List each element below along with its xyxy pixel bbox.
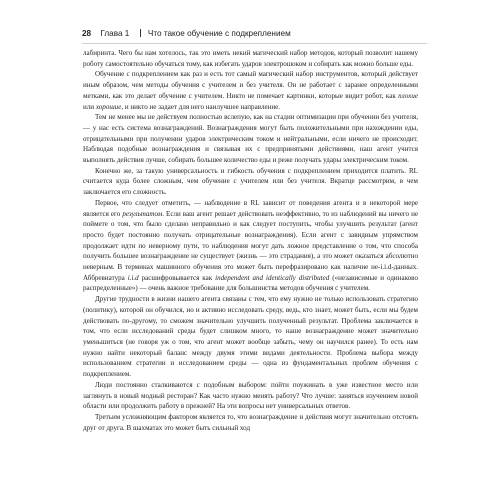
chapter-label: Глава 1 bbox=[100, 29, 130, 38]
paragraph: Другие трудности в жизни нашего агента связаны с тем, что ему нужно не только использовать стратегию (политику), которой он обучился, но и активно исследовать среду, ведь, кто знает, может быть, если мы будем действовать по-другому, то сможем значительно улучшить полученный результат. Проблема заключается в том, что если исследований среды будет слишком много, то наше вознаграждение может значительно уменьшиться (не говоря уж о том, что агент может вообще забыть, чему он научился ранее). То есть нам нужно найти некоторый баланс между двумя этими видами деятельности. Проблема выбора между использованием стратегии и исследованием среды — одна из фундаментальных проблем обучения с подкреплением. bbox=[83, 295, 418, 379]
paragraph: Обучение с подкреплением как раз и есть тот самый магический набор инструментов, который действует иным образом, чем методы обучения с учителем и без учителя. Он не работает с заранее определенными метками, как это делает обучение с учителем. Никто не помечает картинки, которые видит робот, как плохие или хорошие, и никто не задает для него наилучшее направление. bbox=[83, 70, 418, 111]
header-separator bbox=[140, 29, 141, 37]
chapter-title: Что такое обучение с подкреплением bbox=[147, 29, 291, 38]
page-number: 28 bbox=[82, 29, 92, 38]
paragraph: Тем не менее мы не действуем полностью вслепую, как на стадии оптимизации при обучении без учителя, — у нас есть система вознаграждений. Вознаграждения могут быть положительными при нахождении еды, отрицательными при получении ударов электрическим током и нейтральными, если ничего не происходит. Наблюдая подобные вознаграждения и связывая их с предпринятыми действиями, наш агент учится выполнять действия лучше, собирать большее количество еды и реже получать удары электрическим током. bbox=[83, 113, 418, 165]
paragraph: лабиринта. Чего бы нам хотелось, так это иметь некий магический набор методов, который позволит нашему роботу самостоятельно обучаться тому, как избегать ударов электрошоком и собирать как можно больше еды. bbox=[83, 49, 418, 68]
running-header bbox=[82, 27, 427, 44]
paragraph: Третьим усложняющим фактором является то, что вознаграждение и действия могут значительно отстоять друг от друга. В шахматах это может быть сильный ход bbox=[83, 412, 418, 432]
body-text bbox=[83, 48, 418, 433]
paragraph: Конечно же, за такую универсальность и гибкость обучения с подкреплением приходится платить. RL считается куда более сложным, чем обучение с учителем или без учителя. Вкратце рассмотрим, в чем заключается его сложность. bbox=[83, 166, 418, 197]
paragraph: Первое, что следует отметить, — наблюдение в RL зависит от поведения агента и в некоторой мере является его результатом. Если ваш агент решает действовать неэффективно, то из наблюдений вы ничего не поймете о том, что было сделано неправильно и как следует поступить, чтобы улучшить результат (агент просто будет постоянно получать отрицательные вознаграждения). Если агент с завидным упрямством продолжает идти по неверному пути, то наблюдения могут дать ложное представление о том, что способа получить большее вознаграждение не существует (жизнь — это страдания), а это может оказаться абсолютно неверным. В терминах машинного обучения это может быть перефразировано как наличие не-i.i.d-данных. Аббревиатура i.i.d расшифровывается как independent and identically distributed («независимые и одинаково распределенные») — очень важное требование для большинства методов обучения с учителем. bbox=[83, 198, 418, 293]
paragraph: Люди постоянно сталкиваются с подобным выбором: пойти поужинать в уже известное место или заглянуть в новый модный ресторан? Как часто нужно менять работу? Что лучше: заняться изучением новой области или продолжить работу в прежней? На эти вопросы нет универсальных ответов. bbox=[83, 380, 418, 411]
